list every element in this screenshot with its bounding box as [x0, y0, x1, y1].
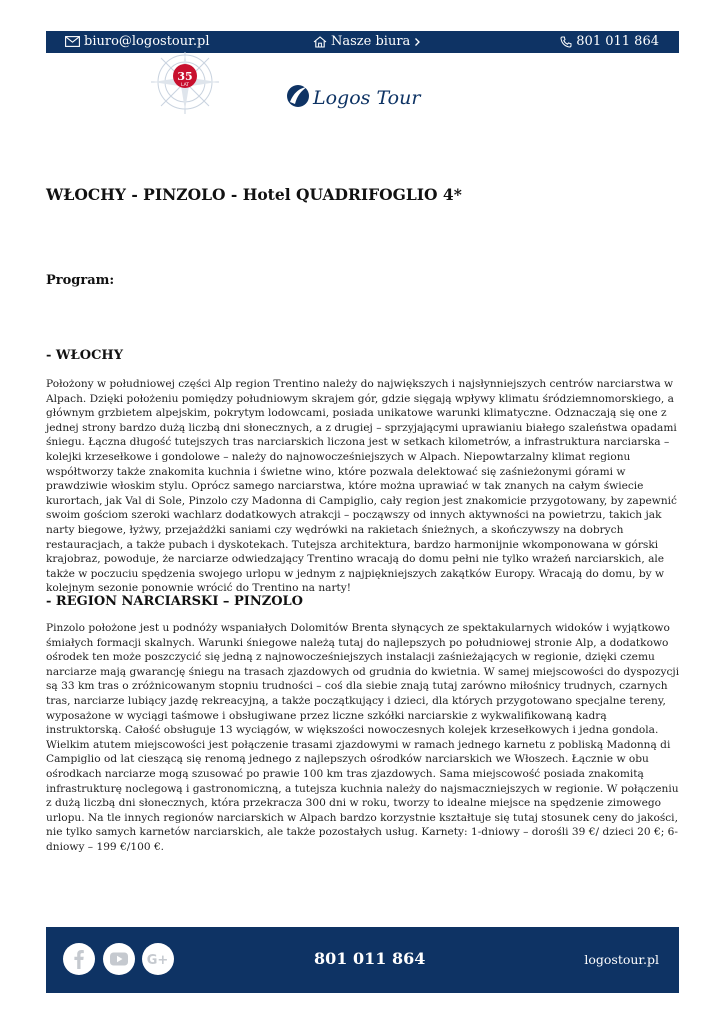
- program-label: Program:: [46, 273, 115, 288]
- email-text: biuro@logostour.pl: [84, 34, 210, 49]
- facebook-icon: [63, 943, 95, 975]
- youtube-icon: [103, 943, 135, 975]
- svg-text:G+: G+: [146, 953, 169, 968]
- footer-website-link[interactable]: logostour.pl: [584, 952, 659, 967]
- phone-link[interactable]: [560, 34, 659, 49]
- offices-link[interactable]: [313, 34, 421, 49]
- top-contact-bar: [46, 31, 679, 53]
- chevron-right-icon: [414, 37, 421, 47]
- page-title: WŁOCHY - PINZOLO - Hotel QUADRIFOGLIO 4*: [46, 185, 462, 204]
- envelope-icon: [65, 36, 80, 47]
- facebook-button[interactable]: [63, 943, 95, 975]
- badge-number: 35: [177, 70, 193, 83]
- google-plus-button[interactable]: [142, 943, 174, 975]
- email-link[interactable]: [65, 34, 210, 49]
- youtube-button[interactable]: [103, 943, 135, 975]
- offices-text: Nasze biura: [331, 34, 411, 49]
- logo-text: Logos Tour: [313, 87, 421, 109]
- footer-bar: [46, 927, 679, 993]
- anniversary-badge: [145, 52, 225, 114]
- phone-text: 801 011 864: [576, 34, 659, 49]
- google-plus-icon: [142, 943, 174, 975]
- section-heading-pinzolo: - REGION NARCIARSKI – PINZOLO: [46, 594, 303, 609]
- logostour-logo[interactable]: [285, 78, 421, 116]
- section-heading-wlochy: - WŁOCHY: [46, 348, 123, 363]
- footer-phone[interactable]: 801 011 864: [314, 949, 426, 968]
- home-icon: [313, 36, 327, 48]
- section-text-wlochy: Położony w południowej części Alp region Trentino należy do największych i najsłynniejszych centrów narciarstwa w Alpach. Dzięki położeniu pomiędzy południowym skrajem gór, gdzie sięgają wpływy klimatu śródziemnomorskiego, a głównym grzbietem alpejskim, pokrytym lodowcami, posiada unikatowe warunki klimatyczne. Odznaczają się one z jednej strony bardzo dużą liczbą dni słonecznych, a z drugiej – sprzyjającymi uprawianiu białego szaleństwa opadami śniegu. Łączna długość tutejszych tras narciarskich liczona jest w setkach kilometrów, a infrastruktura narciarska – kolejki krzesełkowe i gondolowe – należy do najnowocześniejszych w Alpach. Niepowtarzalny klimat regionu współtworzy także znakomita kuchnia i świetne wino, które pozwala delektować się zaśnieżonymi górami w prawdziwie włoskim stylu. Oprócz samego narciarstwa, które można uprawiać w tak znanych na całym świecie kurortach, jak Val di Sole, Pinzolo czy Madonna di Campiglio, cały region jest znakomicie przygotowany, by zapewnić swoim gościom szeroki wachlarz dodatkowych atrakcji – począwszy od innych aktywności na powietrzu, takich jak narty biegowe, łyżwy, przejażdżki saniami czy wędrówki na rakietach śnieżnych, a skończywszy na dobrych restauracjach, a także pubach i dyskotekach. Tutejsza architektura, bardzo harmonijnie wkomponowana w górski krajobraz, powoduje, że narciarze odwiedzający Trentino wracają do domu pełni nie tylko wrażeń narciarskich, ale także w poczuciu spędzenia swojego urlopu w jednym z najpiękniejszych zakątków Europy. Wracają do domu, by w kolejnym sezonie ponownie wrócić do Trentino na narty!: [46, 378, 677, 595]
- section-text-pinzolo: Pinzolo położone jest u podnóży wspaniałych Dolomitów Brenta słynących ze spektakularnych widoków i wyjątkowo śmiałych formacji skalnych. Warunki śniegowe należą tutaj do najlepszych po południowej stronie Alp, a dodatkowo ośrodek ten może poszczycić się jedną z najnowocześniejszych instalacji zaśnieżających w regionie, dzięki czemu narciarze mają gwarancję śniegu na trasach zjazdowych od grudnia do kwietnia. W samej miejscowości do dyspozycji są 33 km tras o zróżnicowanym stopniu trudności – coś dla siebie znają tutaj zarówno miłośnicy trudnych, czarnych tras, narciarze lubiący jazdę rekreacyjną, a także początkujący i dzieci, dla których przygotowano specjalne tereny, wyposażone w wyciągi taśmowe i obsługiwane przez liczne szkółki narciarskie z wykwalifikowaną kadrą instruktorską. Całość obsługuje 13 wyciągów, w większości nowoczesnych kolejek krzesełkowych i jedna gondola. Wielkim atutem miejscowości jest połączenie trasami zjazdowymi w ramach jednego karnetu z pobliską Madonną di Campiglio od lat cieszącą się renomą jednego z najlepszych ośrodków narciarskich we Włoszech. Łącznie w obu ośrodkach narciarze mogą szusować po prawie 100 km tras zjazdowych. Sama miejscowość posiada znakomitą infrastrukturę noclegową i gastronomiczną, a tutejsza kuchnia należy do najsmaczniejszych w regionie. W połączeniu z dużą liczbą dni słonecznych, która przekracza 300 dni w roku, tworzy to idealne miejsce na spędzenie zimowego urlopu. Na tle innych regionów narciarskich w Alpach bardzo korzystnie kształtuje się tutaj stosunek ceny do jakości, nie tylko samych karnetów narciarskich, ale także pozostałych usług. Karnety: 1-dniowy – dorośli 39 €/ dzieci 20 €; 6-dniowy – 199 €/100 €.: [46, 622, 680, 853]
- phone-icon: [560, 36, 572, 48]
- badge-sub: LAT: [180, 83, 190, 88]
